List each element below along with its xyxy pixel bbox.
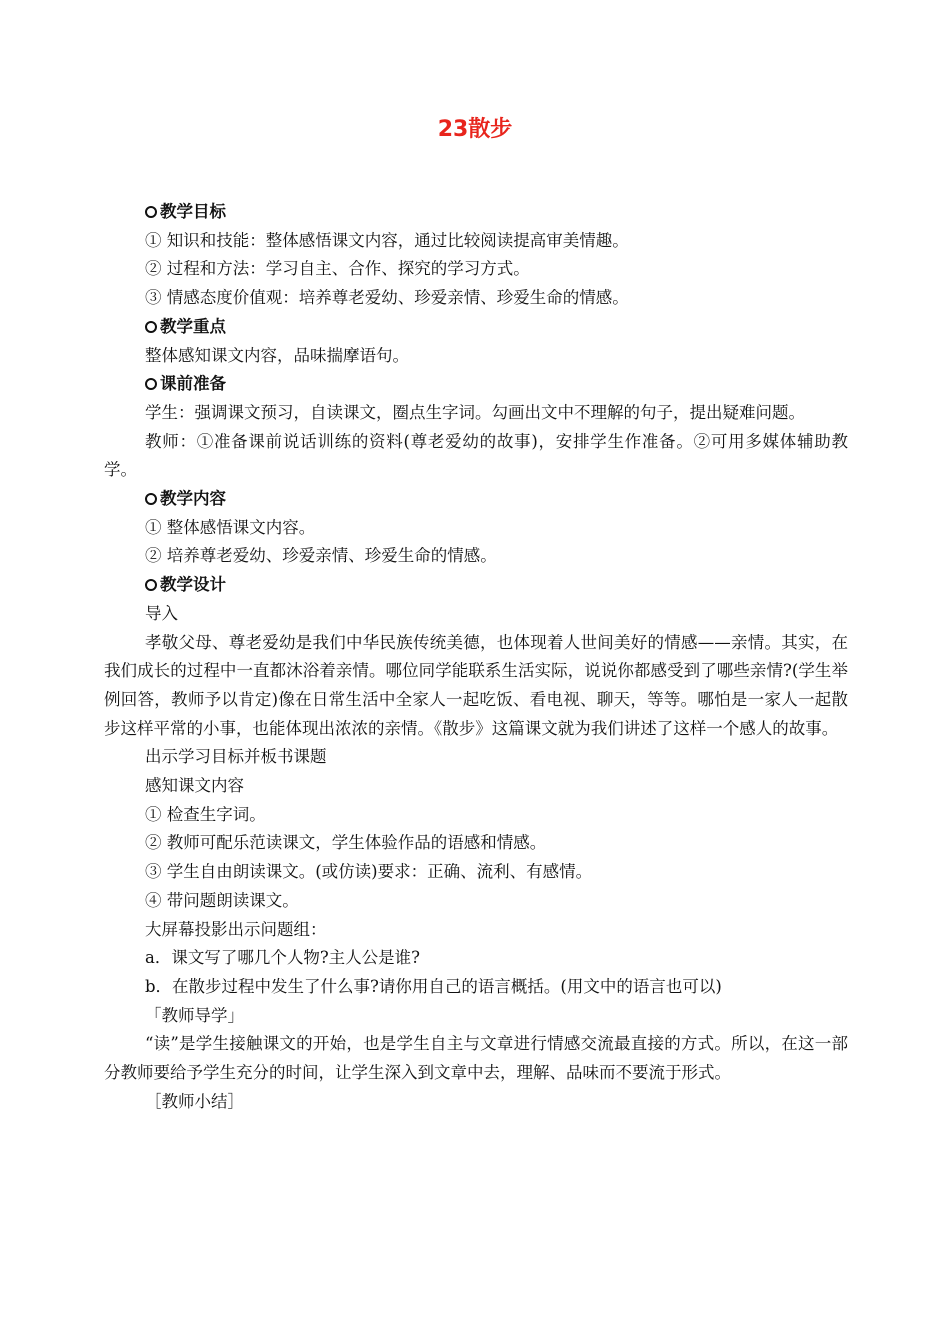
section-heading-focus: 教学重点	[104, 313, 848, 342]
goal-item: ③ 情感态度价值观：培养尊老爱幼、珍爱亲情、珍爱生命的情感。	[145, 288, 629, 308]
focus-text: 整体感知课文内容，品味揣摩语句。	[145, 345, 409, 365]
question-item: a．课文写了哪几个人物?主人公是谁?	[145, 948, 421, 968]
section-heading-prep: 课前准备	[104, 370, 848, 399]
section-heading-design: 教学设计	[104, 571, 848, 600]
guide-paragraph: “读”是学生接触课文的开始，也是学生自主与文章进行情感交流最直接的方式。所以，在这一部分教师要给予学生充分的时间，让学生深入到文章中去，理解、品味而不要流于形式。	[104, 1034, 848, 1083]
perceive-item: ④ 带问题朗读课文。	[145, 890, 299, 910]
intro-label: 导入	[145, 603, 178, 623]
circle-bullet-icon	[145, 579, 157, 591]
prep-student: 学生：强调课文预习，自读课文，圈点生字词。勾画出文中不理解的句子，提出疑难问题。	[145, 402, 805, 422]
section-heading-goals: 教学目标	[104, 198, 848, 227]
goal-item: ① 知识和技能：整体感悟课文内容，通过比较阅读提高审美情趣。	[145, 230, 629, 250]
perceive-item: ③ 学生自由朗读课文。(或仿读)要求：正确、流利、有感情。	[145, 862, 593, 882]
perceive-item: ① 检查生字词。	[145, 804, 266, 824]
question-item: b．在散步过程中发生了什么事?请你用自己的语言概括。(用文中的语言也可以)	[145, 976, 722, 996]
show-goals-line: 出示学习目标并板书课题	[145, 747, 327, 767]
content-item: ① 整体感悟课文内容。	[145, 517, 316, 537]
content-item: ② 培养尊老爱幼、珍爱亲情、珍爱生命的情感。	[145, 546, 497, 566]
circle-bullet-icon	[145, 378, 157, 390]
intro-paragraph: 孝敬父母、尊老爱幼是我们中华民族传统美德，也体现着人世间美好的情感——亲情。其实，在我们成长的过程中一直都沐浴着亲情。哪位同学能联系生活实际，说说你都感受到了哪些亲情?(学生举例回答，教师予以肯定)像在日常生活中全家人一起吃饭、看电视、聊天，等等。哪怕是一家人一起散步这样平常的小事，也能体现出浓浓的亲情。《散步》这篇课文就为我们讲述了这样一个感人的故事。	[104, 632, 848, 738]
perceive-item: ② 教师可配乐范读课文，学生体验作品的语感和情感。	[145, 833, 547, 853]
goal-item: ② 过程和方法：学习自主、合作、探究的学习方式。	[145, 259, 530, 279]
perceive-label: 感知课文内容	[145, 776, 244, 796]
circle-bullet-icon	[145, 321, 157, 333]
guide-label: 「教师导学」	[145, 1005, 244, 1025]
prep-teacher: 教师：①准备课前说话训练的资料(尊老爱幼的故事)，安排学生作准备。②可用多媒体辅助教学。	[104, 431, 848, 480]
summary-label: ［教师小结］	[145, 1091, 244, 1111]
document-body	[104, 198, 848, 1117]
page-title: 23散步	[437, 117, 513, 142]
circle-bullet-icon	[145, 493, 157, 505]
circle-bullet-icon	[145, 206, 157, 218]
screen-label: 大屏幕投影出示问题组：	[145, 919, 327, 939]
section-heading-content: 教学内容	[104, 485, 848, 514]
